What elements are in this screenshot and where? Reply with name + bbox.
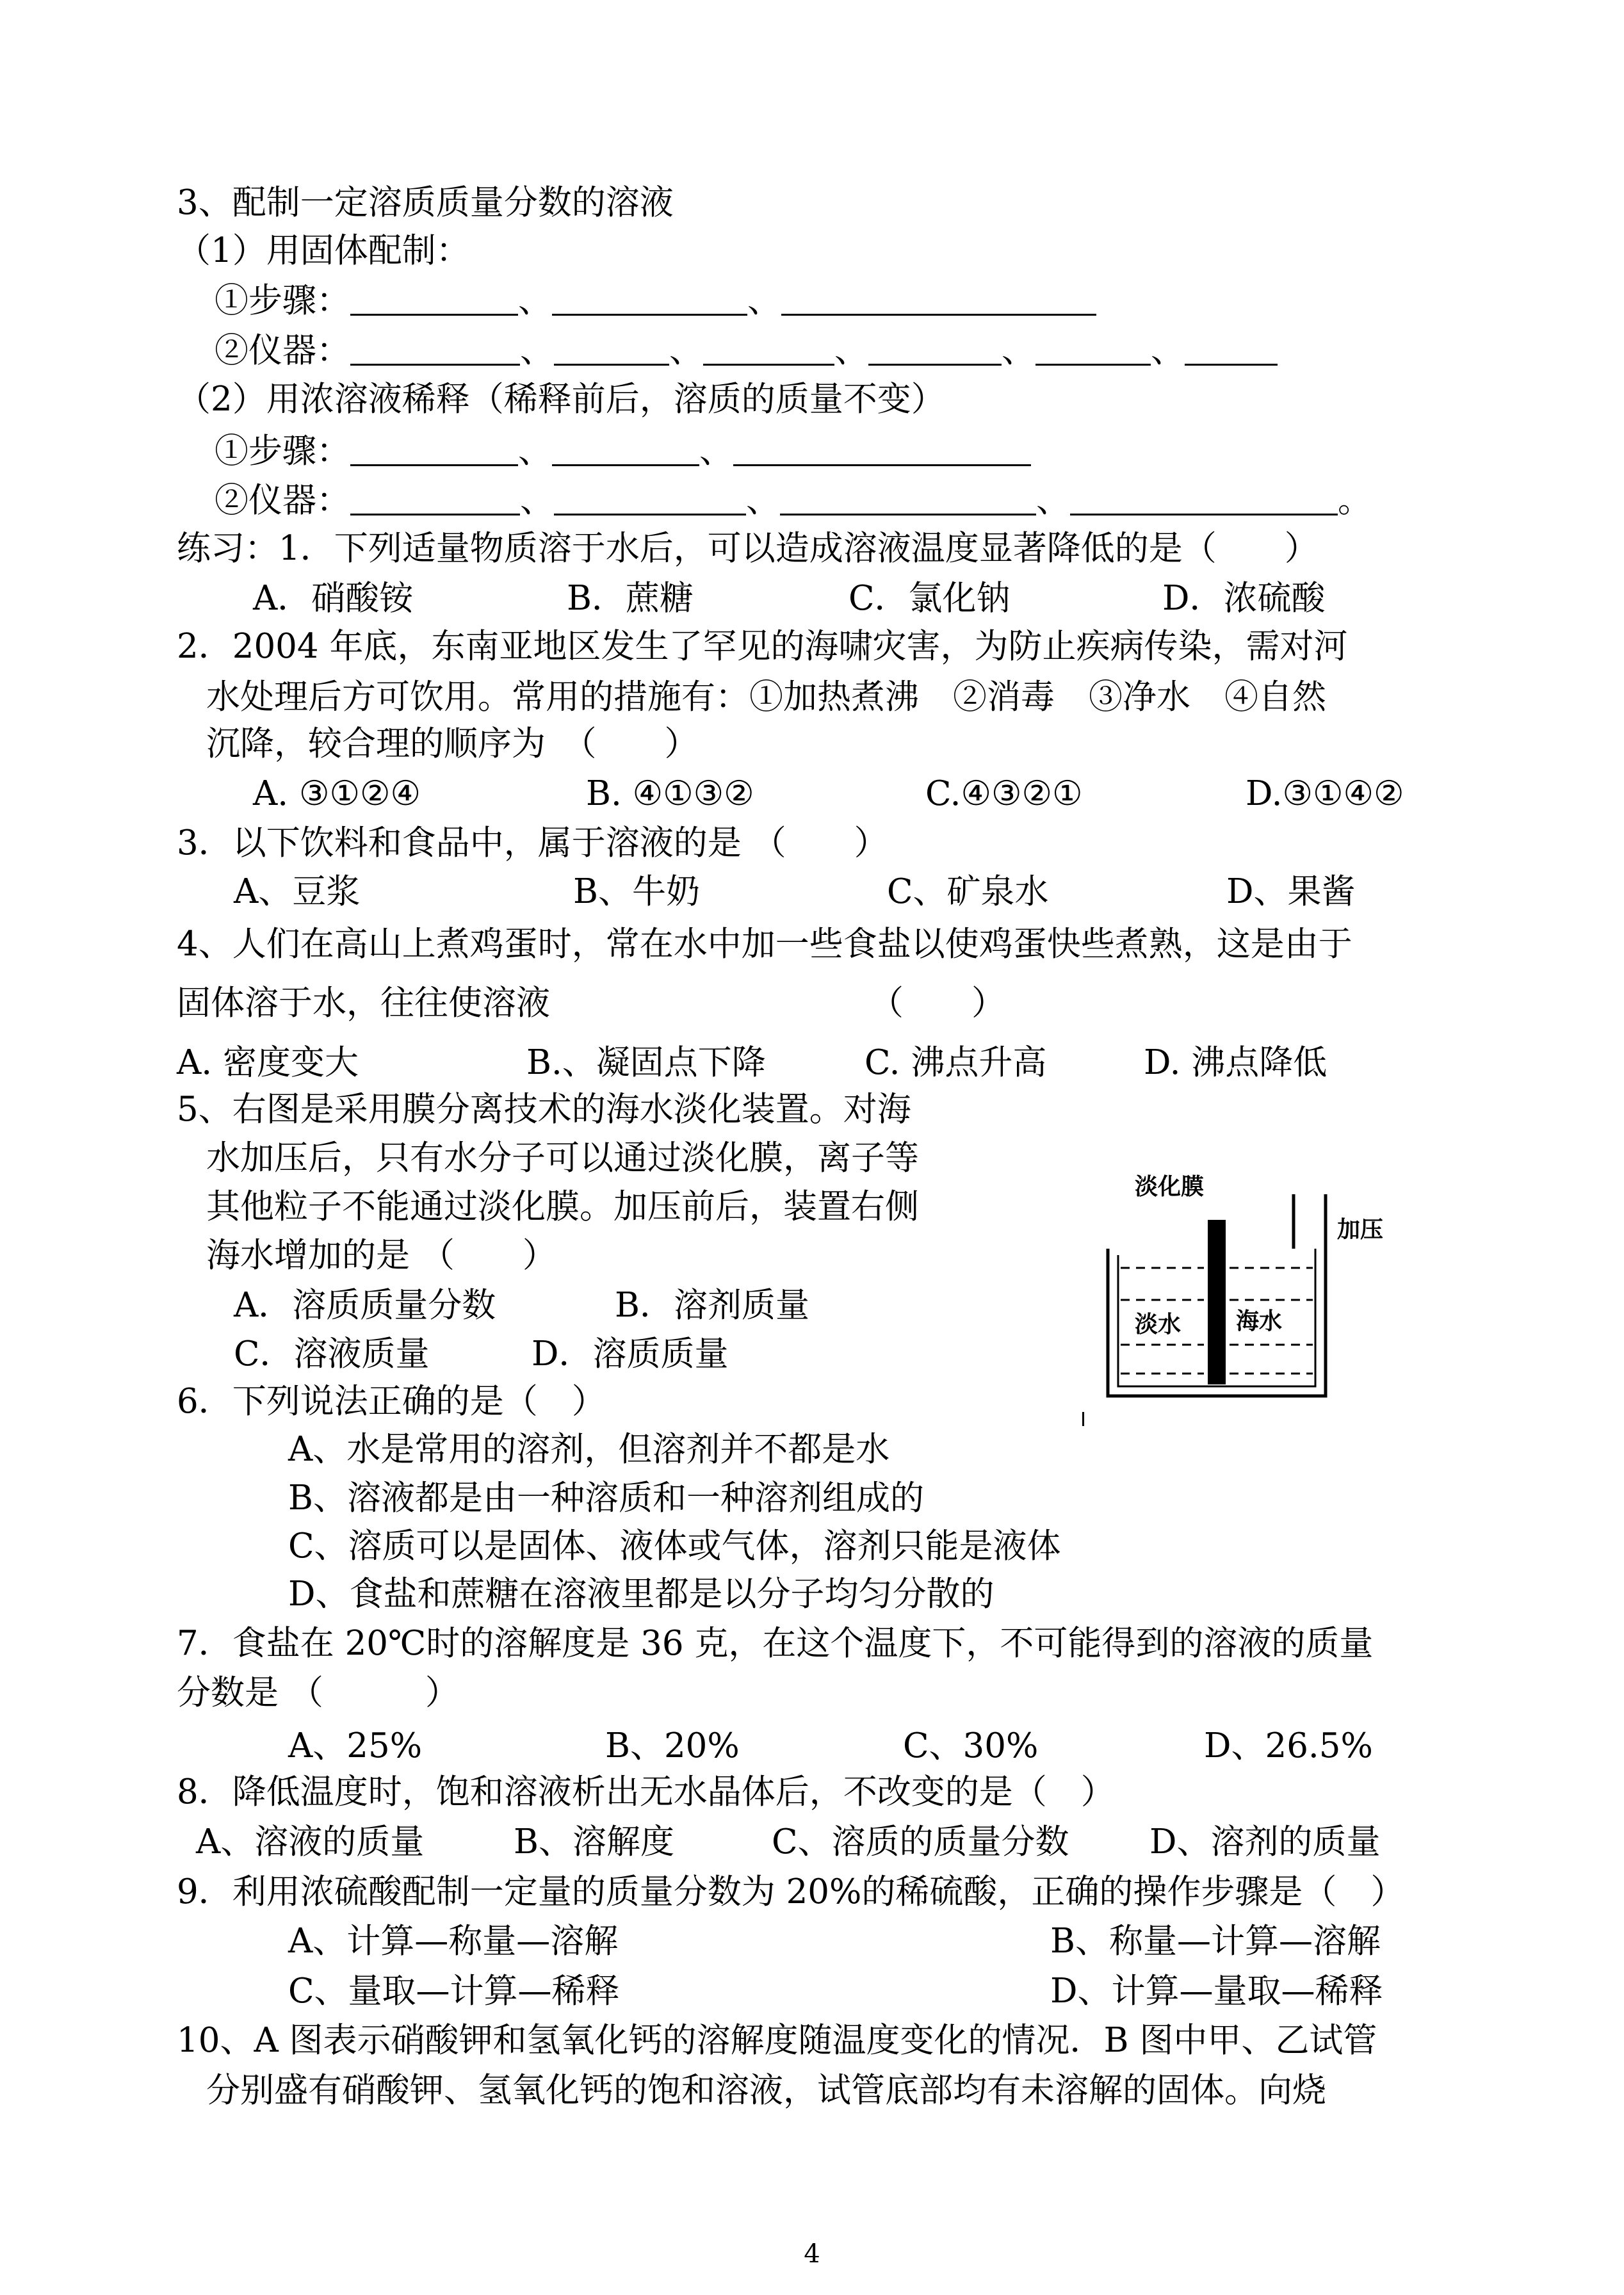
pressure-tube (1294, 1194, 1326, 1249)
question-9: 9．利用浓硫酸配制一定量的质量分数为 20%的稀硫酸，正确的操作步骤是（ ） (177, 1872, 1405, 1911)
q4-option-c[interactable]: C. 沸点升高 (865, 1043, 1047, 1082)
desalination-figure (1082, 1165, 1390, 1434)
question-7-line-2: 分数是 （ ） (177, 1673, 459, 1712)
part1-steps-row: ①步骤： 、 、 (215, 282, 1096, 318)
question-10-line-1: 10、A 图表示硝酸钾和氢氧化钙的溶解度随温度变化的情况．B 图中甲、乙试管 (177, 2021, 1377, 2060)
answer-blank[interactable] (552, 432, 699, 466)
q3-option-c[interactable]: C、矿泉水 (887, 872, 1049, 911)
question-8: 8．降低温度时，饱和溶液析出无水晶体后，不改变的是（ ） (177, 1772, 1115, 1812)
question-5-line-4: 海水增加的是 （ ） (206, 1236, 556, 1275)
answer-blank[interactable] (703, 332, 834, 366)
q2-option-a[interactable]: A. ③①②④ (253, 774, 421, 813)
q9-option-d[interactable]: D、计算—量取—稀释 (1050, 1972, 1383, 2011)
q7-option-b[interactable]: B、20% (605, 1726, 740, 1765)
q4-option-b[interactable]: B.、凝固点下降 (526, 1043, 766, 1082)
pressure-label: 加压 (1337, 1216, 1384, 1242)
q6-option-d[interactable]: D、食盐和蔗糖在溶液里都是以分子均匀分散的 (288, 1575, 995, 1614)
q4-answer-bracket[interactable]: （ ） (870, 984, 1005, 1023)
q8-option-d[interactable]: D、溶剂的质量 (1149, 1822, 1381, 1861)
part1-instruments-row: ②仪器： 、 、 、 、 、 (215, 332, 1278, 368)
q2-option-c[interactable]: C.④③②① (925, 774, 1083, 813)
fresh-water-label: 淡水 (1135, 1311, 1181, 1337)
q1-option-c[interactable]: C．氯化钠 (849, 579, 1011, 618)
answer-blank[interactable] (350, 332, 520, 366)
q5-option-a[interactable]: A．溶质质量分数 (234, 1286, 496, 1325)
q5-option-b[interactable]: B．溶剂质量 (615, 1286, 809, 1325)
part2-steps-row: ①步骤： 、 、 (215, 432, 1031, 468)
q7-option-a[interactable]: A、25% (288, 1726, 423, 1765)
answer-blank[interactable] (1035, 332, 1151, 366)
scan-mark (1082, 1412, 1084, 1426)
q4-option-a[interactable]: A. 密度变大 (177, 1043, 359, 1082)
question-5-line-1: 5、右图是采用膜分离技术的海水淡化装置。对海 (177, 1090, 911, 1129)
q9-option-b[interactable]: B、称量—计算—溶解 (1050, 1922, 1381, 1961)
question-10-line-2: 分别盛有硝酸钾、氢氧化钙的饱和溶液，试管底部均有未溶解的固体。向烧 (206, 2071, 1326, 2110)
q3-option-a[interactable]: A、豆浆 (234, 872, 361, 911)
question-4-line-2: 固体溶于水，往往使溶液 (177, 984, 550, 1023)
q6-option-a[interactable]: A、水是常用的溶剂，但溶剂并不都是水 (288, 1430, 890, 1469)
answer-blank[interactable] (552, 282, 747, 316)
q5-option-d[interactable]: D．溶质质量 (532, 1334, 729, 1374)
answer-blank[interactable] (554, 332, 669, 366)
membrane (1208, 1220, 1226, 1384)
answer-blank[interactable] (780, 482, 1036, 515)
sea-water-label: 海水 (1236, 1308, 1283, 1334)
question-2-line-3: 沉降，较合理的顺序为 （ ） (206, 724, 699, 763)
answer-blank[interactable] (350, 482, 520, 515)
answer-blank[interactable] (733, 432, 1031, 466)
instruments-label: ②仪器： (215, 331, 350, 370)
q8-option-a[interactable]: A、溶液的质量 (196, 1822, 425, 1861)
answer-blank[interactable] (781, 282, 1096, 316)
steps-label: ①步骤： (215, 281, 350, 320)
q7-option-c[interactable]: C、30% (903, 1726, 1039, 1765)
page-number: 4 (804, 2239, 820, 2269)
part2-label: （2）用浓溶液稀释（稀释前后，溶质的质量不变） (177, 380, 945, 419)
steps-label: ①步骤： (215, 432, 350, 471)
q8-option-c[interactable]: C、溶质的质量分数 (772, 1822, 1069, 1861)
q5-option-c[interactable]: C．溶液质量 (234, 1334, 430, 1374)
question-5-line-2: 水加压后，只有水分子可以通过淡化膜，离子等 (206, 1139, 919, 1178)
q3-option-b[interactable]: B、牛奶 (573, 872, 700, 911)
answer-blank[interactable] (350, 282, 518, 316)
q8-option-b[interactable]: B、溶解度 (514, 1822, 674, 1861)
part2-instruments-row: ②仪器： 、 、 、 。 (215, 481, 1372, 520)
answer-blank[interactable] (1070, 482, 1338, 515)
instruments-label: ②仪器： (215, 481, 350, 520)
question-7-line-1: 7．食盐在 20℃时的溶解度是 36 克，在这个温度下，不可能得到的溶液的质量 (177, 1624, 1374, 1663)
q1-option-d[interactable]: D．浓硫酸 (1162, 579, 1326, 618)
q9-option-a[interactable]: A、计算—称量—溶解 (288, 1922, 619, 1961)
q1-option-b[interactable]: B．蔗糖 (567, 579, 694, 618)
q2-option-d[interactable]: D.③①④② (1246, 774, 1404, 813)
question-5-line-3: 其他粒子不能通过淡化膜。加压前后，装置右侧 (206, 1187, 919, 1226)
answer-blank[interactable] (350, 432, 518, 466)
q3-option-d[interactable]: D、果酱 (1226, 872, 1356, 911)
part1-label: （1）用固体配制： (177, 231, 470, 270)
question-3: 3．以下饮料和食品中，属于溶液的是 （ ） (177, 823, 888, 863)
q6-option-b[interactable]: B、溶液都是由一种溶质和一种溶剂组成的 (288, 1479, 924, 1518)
question-4-line-1: 4、人们在高山上煮鸡蛋时，常在水中加一些食盐以使鸡蛋快些煮熟，这是由于 (177, 925, 1352, 964)
section-title: 3、配制一定溶质质量分数的溶液 (177, 183, 674, 222)
question-6: 6．下列说法正确的是（ ） (177, 1382, 606, 1421)
q2-option-b[interactable]: B. ④①③② (586, 774, 754, 813)
answer-blank[interactable] (1185, 332, 1278, 366)
membrane-label: 淡化膜 (1135, 1173, 1205, 1199)
answer-blank[interactable] (868, 332, 1002, 366)
q9-option-c[interactable]: C、量取—计算—稀释 (288, 1972, 620, 2011)
question-1: 练习：1．下列适量物质溶于水后，可以造成溶液温度显著降低的是（ ） (177, 529, 1319, 568)
q6-option-c[interactable]: C、溶质可以是固体、液体或气体，溶剂只能是液体 (288, 1527, 1061, 1566)
question-2-line-1: 2．2004 年底，东南亚地区发生了罕见的海啸灾害，为防止疾病传染，需对河 (177, 627, 1348, 666)
q7-option-d[interactable]: D、26.5% (1204, 1726, 1373, 1765)
q4-option-d[interactable]: D. 沸点降低 (1144, 1043, 1328, 1082)
question-2-line-2: 水处理后方可饮用。常用的措施有：①加热煮沸 ②消毒 ③净水 ④自然 (206, 677, 1326, 717)
q1-option-a[interactable]: A．硝酸铵 (253, 579, 414, 618)
answer-blank[interactable] (554, 482, 746, 515)
